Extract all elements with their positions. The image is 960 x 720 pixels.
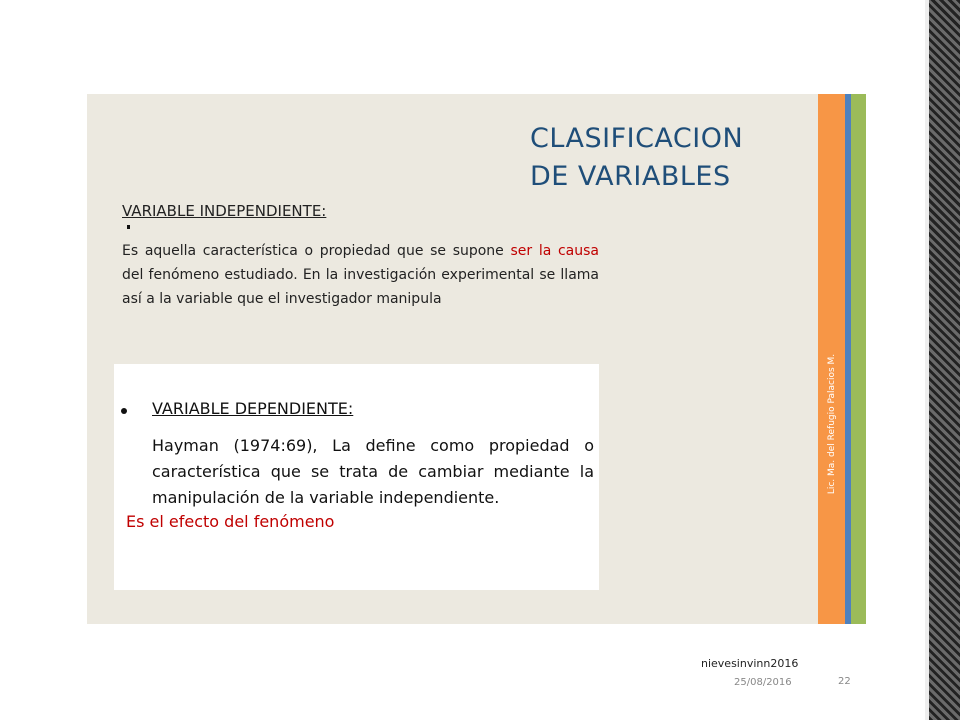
independent-text-highlight: ser la causa xyxy=(510,243,599,259)
decorative-pattern-border xyxy=(925,0,960,720)
footer-owner: nievesinvinn2016 xyxy=(701,657,799,670)
independent-variable-text xyxy=(122,239,599,311)
dependent-variable-box xyxy=(114,364,599,590)
bullet-icon xyxy=(121,408,127,414)
independent-variable-heading: VARIABLE INDEPENDIENTE: xyxy=(122,202,327,220)
dependent-variable-heading: VARIABLE DEPENDIENTE: xyxy=(152,399,354,418)
slide-image xyxy=(87,94,866,624)
decorative-border-edge xyxy=(925,0,929,720)
vertical-author-label: Lic. Ma. del Refugio Palacios M. xyxy=(827,353,837,495)
title-line-2: DE VARIABLES xyxy=(530,161,731,192)
slide-title xyxy=(530,120,820,196)
independent-text-start: Es aquella característica o propiedad que se supone xyxy=(122,243,511,259)
title-line-1: CLASIFICACION xyxy=(530,123,744,154)
bullet-mark xyxy=(127,225,130,229)
dependent-variable-text: Hayman (1974:69), La define como propiedad o característica que se trata de cambiar mediante la manipulación de la variable independiente. xyxy=(152,436,594,507)
green-stripe xyxy=(851,94,866,624)
footer-date: 25/08/2016 xyxy=(734,677,792,688)
dependent-effect-text: Es el efecto del fenómeno xyxy=(126,512,335,531)
page-number: 22 xyxy=(838,676,851,687)
independent-text-end: del fenómeno estudiado. En la investigación experimental se llama así a la variable que el investigador manipula xyxy=(122,267,599,307)
